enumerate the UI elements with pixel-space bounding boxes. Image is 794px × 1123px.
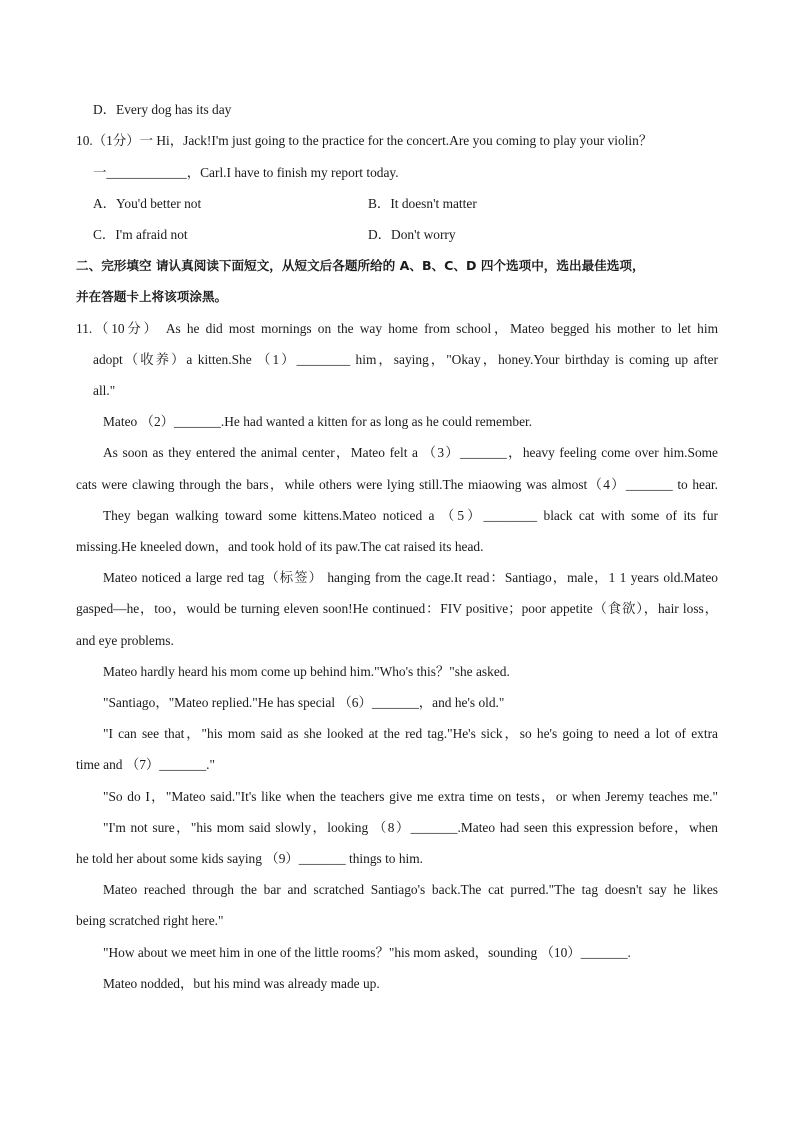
q11-line: Mateo （2）_______.He had wanted a kitten for as long as he could remember. bbox=[103, 414, 533, 429]
q11-line: adopt（收养）a kitten.She （1）________ him，saying，"Okay，honey.Your birthday is coming up after bbox=[93, 352, 718, 367]
q11-line: missing.He kneeled down，and took hold of its paw.The cat raised its head. bbox=[76, 539, 484, 554]
q11-line: gasped—he，too，would be turning eleven soon!He continued：FIV positive；poor appetite（食欲），hair loss， bbox=[76, 601, 718, 616]
q11-line: being scratched right here." bbox=[76, 913, 224, 928]
q11-line: Mateo reached through the bar and scratched Santiago's back.The cat purred."The tag doesn't say he likes bbox=[103, 882, 718, 897]
q11-line: "Santiago，"Mateo replied."He has special （6）_______，and he's old." bbox=[103, 695, 505, 710]
q10-stem: 10.（1分）一 Hi，Jack!I'm just going to the practice for the concert.Are you coming to play your violin？ bbox=[76, 133, 653, 148]
q9-option-d: D．Every dog has its day bbox=[93, 102, 232, 117]
q11-line: They began walking toward some kittens.Mateo noticed a （5）________ black cat with some of its fur bbox=[103, 508, 718, 523]
q10-option-c: C．I'm afraid not bbox=[93, 227, 188, 242]
q11-line: "I can see that，"his mom said as she looked at the red tag."He's sick，so he's going to need a lot of extra bbox=[103, 726, 718, 741]
q10-option-a: A．You'd better not bbox=[93, 196, 202, 211]
q10-option-d: D．Don't worry bbox=[368, 227, 456, 242]
q11-line: time and （7）_______." bbox=[76, 757, 215, 772]
q11-line: As soon as they entered the animal center，Mateo felt a （3）_______，heavy feeling come over him.Some bbox=[103, 445, 718, 460]
q11-line: he told her about some kids saying （9）_______ things to him. bbox=[76, 851, 424, 866]
q11-line: "So do I，"Mateo said."It's like when the teachers give me extra time on tests，or when Jeremy teaches me." bbox=[103, 789, 718, 804]
q11-line: Mateo hardly heard his mom come up behind him."Who's this？"she asked. bbox=[103, 664, 510, 679]
section2-title-line1: 二、完形填空 请认真阅读下面短文，从短文后各题所给的 A、B、C、D 四个选项中，选出最佳选项， bbox=[76, 258, 645, 273]
q10-reply: 一____________，Carl.I have to finish my report today. bbox=[93, 165, 399, 180]
q11-line: Mateo noticed a large red tag（标签） hanging from the cage.It read：Santiago，male，1 1 years old.Mateo bbox=[103, 570, 718, 585]
q11-line: all." bbox=[93, 383, 116, 398]
section2-title-line2: 并在答题卡上将该项涂黑。 bbox=[76, 289, 228, 304]
q11-line: 11.（10分） As he did most mornings on the way home from school，Mateo begged his mother to let him bbox=[76, 321, 718, 336]
q10-option-b: B．It doesn't matter bbox=[368, 196, 477, 211]
q11-line: "How about we meet him in one of the little rooms？"his mom asked，sounding （10）_______. bbox=[103, 945, 631, 960]
q11-line: cats were clawing through the bars，while others were lying still.The miaowing was almost（4）_______ to hear. bbox=[76, 477, 718, 492]
q11-line: "I'm not sure，"his mom said slowly，looking （8）_______.Mateo had seen this expression before，when bbox=[103, 820, 718, 835]
q11-line: Mateo nodded，but his mind was already made up. bbox=[103, 976, 380, 991]
q11-line: and eye problems. bbox=[76, 633, 174, 648]
